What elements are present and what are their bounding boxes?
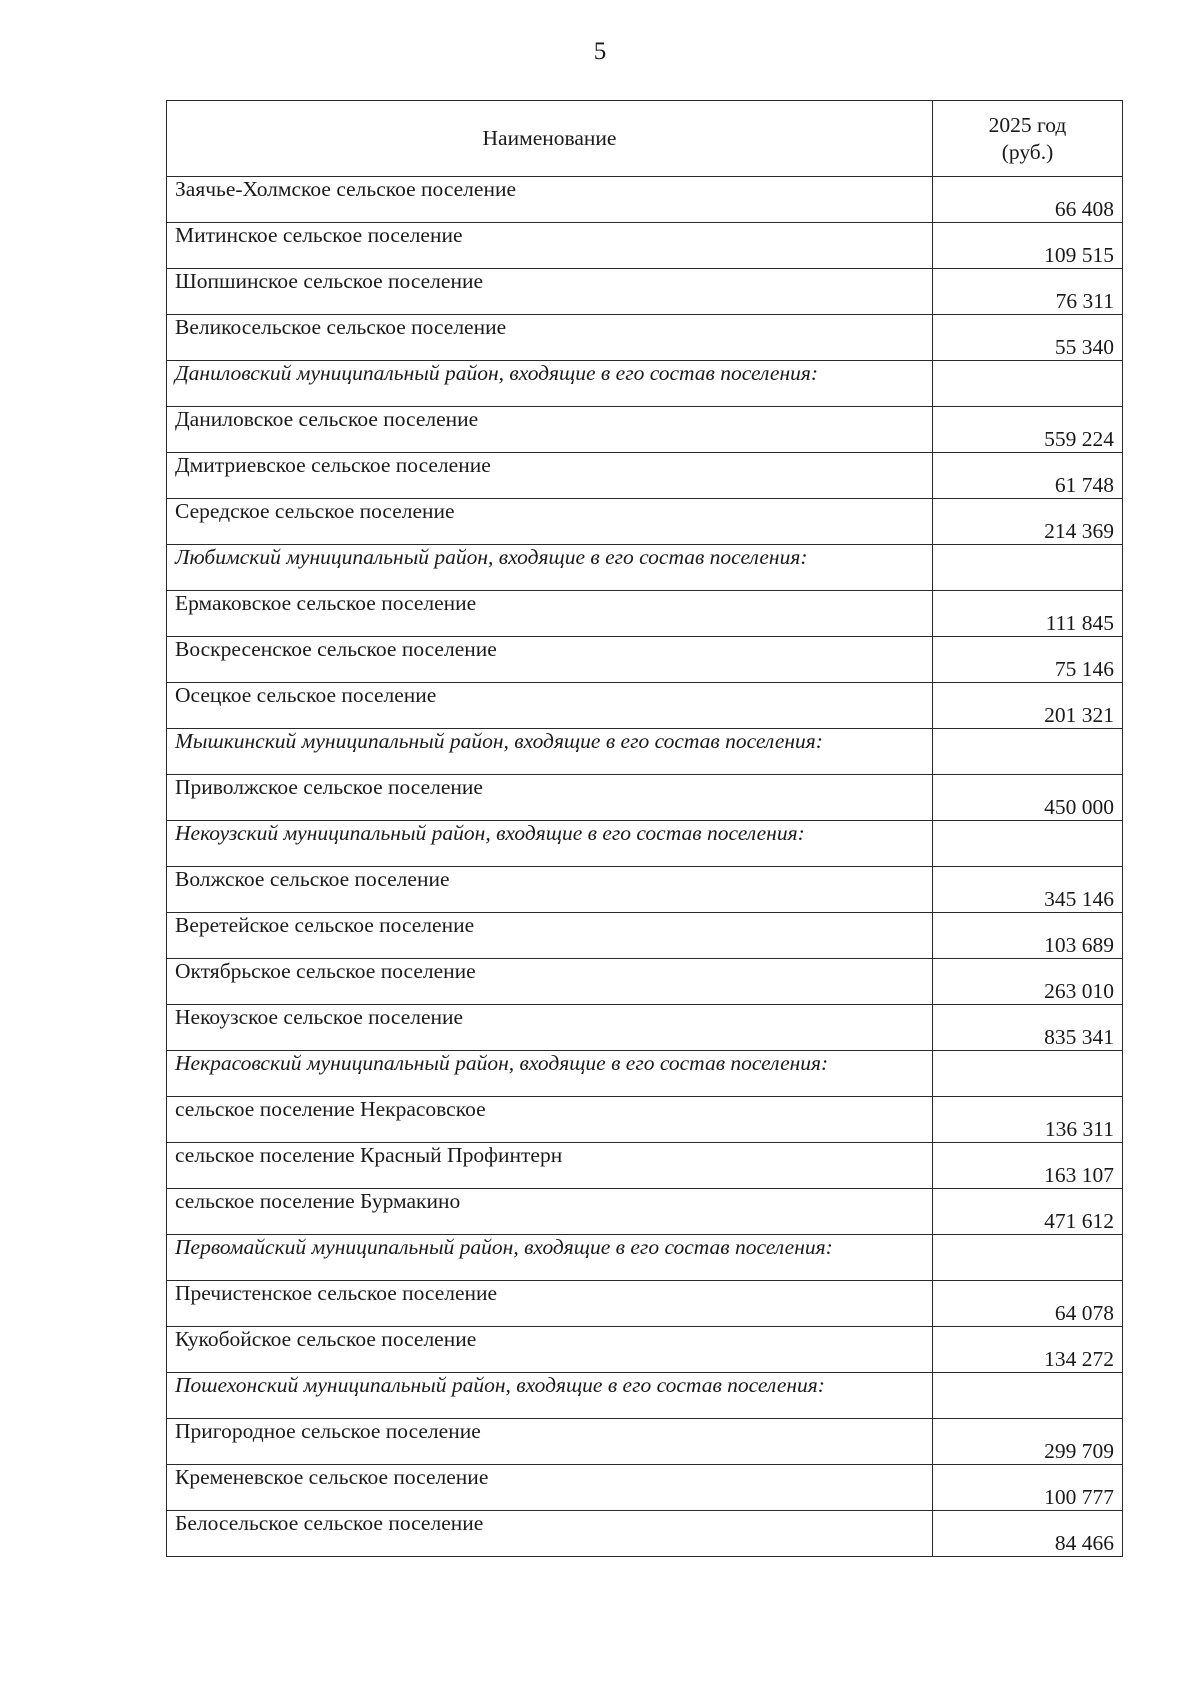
amount-cell: 103 689	[933, 913, 1123, 959]
amount-cell: 136 311	[933, 1097, 1123, 1143]
amount-cell: 835 341	[933, 1005, 1123, 1051]
settlement-name: Октябрьское сельское поселение	[167, 959, 933, 1005]
table-row	[167, 775, 1123, 821]
amount-cell	[933, 361, 1123, 407]
amount-cell: 345 146	[933, 867, 1123, 913]
table-row	[167, 1465, 1123, 1511]
table-row	[167, 407, 1123, 453]
amount-cell: 64 078	[933, 1281, 1123, 1327]
settlement-name: сельское поселение Бурмакино	[167, 1189, 933, 1235]
amount-cell: 214 369	[933, 499, 1123, 545]
district-name: Первомайский муниципальный район, входящие в его состав поселения:	[167, 1235, 933, 1281]
amount-cell	[933, 545, 1123, 591]
amount-cell: 76 311	[933, 269, 1123, 315]
settlement-name: Белосельское сельское поселение	[167, 1511, 933, 1557]
settlement-name: Митинское сельское поселение	[167, 223, 933, 269]
table-body	[167, 177, 1123, 1557]
amount-cell: 559 224	[933, 407, 1123, 453]
district-name: Даниловский муниципальный район, входящие в его состав поселения:	[167, 361, 933, 407]
table-row	[167, 913, 1123, 959]
district-heading-row	[167, 1235, 1123, 1281]
amount-cell: 66 408	[933, 177, 1123, 223]
page-number: 5	[593, 38, 607, 65]
amount-cell	[933, 1051, 1123, 1097]
amount-cell: 201 321	[933, 683, 1123, 729]
settlement-name: Осецкое сельское поселение	[167, 683, 933, 729]
district-heading-row	[167, 361, 1123, 407]
amount-cell: 84 466	[933, 1511, 1123, 1557]
amount-cell: 100 777	[933, 1465, 1123, 1511]
table-row	[167, 1281, 1123, 1327]
district-name: Пошехонский муниципальный район, входящие в его состав поселения:	[167, 1373, 933, 1419]
amount-cell: 299 709	[933, 1419, 1123, 1465]
table-row	[167, 1143, 1123, 1189]
settlement-name: сельское поселение Красный Профинтерн	[167, 1143, 933, 1189]
table-row	[167, 683, 1123, 729]
amount-cell	[933, 1373, 1123, 1419]
district-heading-row	[167, 1373, 1123, 1419]
amount-cell: 75 146	[933, 637, 1123, 683]
amount-cell: 450 000	[933, 775, 1123, 821]
settlement-name: Кукобойское сельское поселение	[167, 1327, 933, 1373]
settlement-name: сельское поселение Некрасовское	[167, 1097, 933, 1143]
district-name: Мышкинский муниципальный район, входящие в его состав поселения:	[167, 729, 933, 775]
table-row	[167, 1005, 1123, 1051]
district-heading-row	[167, 1051, 1123, 1097]
district-name: Некоузский муниципальный район, входящие в его состав поселения:	[167, 821, 933, 867]
settlement-name: Некоузское сельское поселение	[167, 1005, 933, 1051]
settlement-name: Волжское сельское поселение	[167, 867, 933, 913]
amount-cell: 61 748	[933, 453, 1123, 499]
amount-cell: 109 515	[933, 223, 1123, 269]
allocation-table	[166, 100, 1123, 1557]
table-row	[167, 453, 1123, 499]
settlement-name: Великосельское сельское поселение	[167, 315, 933, 361]
header-amount-year: 2025 год	[988, 112, 1067, 137]
table-row	[167, 959, 1123, 1005]
amount-cell	[933, 729, 1123, 775]
header-name: Наименование	[167, 101, 933, 177]
settlement-name: Пречистенское сельское поселение	[167, 1281, 933, 1327]
header-amount-unit: (руб.)	[1001, 139, 1054, 164]
settlement-name: Середское сельское поселение	[167, 499, 933, 545]
settlement-name: Кременевское сельское поселение	[167, 1465, 933, 1511]
amount-cell: 263 010	[933, 959, 1123, 1005]
district-name: Любимский муниципальный район, входящие в его состав поселения:	[167, 545, 933, 591]
amount-cell: 471 612	[933, 1189, 1123, 1235]
amount-cell: 111 845	[933, 591, 1123, 637]
table-row	[167, 1097, 1123, 1143]
amount-cell: 134 272	[933, 1327, 1123, 1373]
district-heading-row	[167, 545, 1123, 591]
table-row	[167, 1511, 1123, 1557]
table-row	[167, 499, 1123, 545]
district-heading-row	[167, 821, 1123, 867]
table-row	[167, 269, 1123, 315]
table-row	[167, 637, 1123, 683]
amount-cell	[933, 821, 1123, 867]
settlement-name: Шопшинское сельское поселение	[167, 269, 933, 315]
table-row	[167, 177, 1123, 223]
amount-cell: 163 107	[933, 1143, 1123, 1189]
settlement-name: Ермаковское сельское поселение	[167, 591, 933, 637]
amount-cell	[933, 1235, 1123, 1281]
district-name: Некрасовский муниципальный район, входящие в его состав поселения:	[167, 1051, 933, 1097]
settlement-name: Воскресенское сельское поселение	[167, 637, 933, 683]
table-row	[167, 1419, 1123, 1465]
table-row	[167, 867, 1123, 913]
header-amount	[933, 101, 1123, 177]
table-header-row	[167, 101, 1123, 177]
settlement-name: Пригородное сельское поселение	[167, 1419, 933, 1465]
table-row	[167, 315, 1123, 361]
amount-cell: 55 340	[933, 315, 1123, 361]
settlement-name: Приволжское сельское поселение	[167, 775, 933, 821]
settlement-name: Веретейское сельское поселение	[167, 913, 933, 959]
settlement-name: Заячье-Холмское сельское поселение	[167, 177, 933, 223]
table-row	[167, 1327, 1123, 1373]
settlement-name: Дмитриевское сельское поселение	[167, 453, 933, 499]
district-heading-row	[167, 729, 1123, 775]
table-row	[167, 223, 1123, 269]
table-row	[167, 591, 1123, 637]
table-row	[167, 1189, 1123, 1235]
settlement-name: Даниловское сельское поселение	[167, 407, 933, 453]
